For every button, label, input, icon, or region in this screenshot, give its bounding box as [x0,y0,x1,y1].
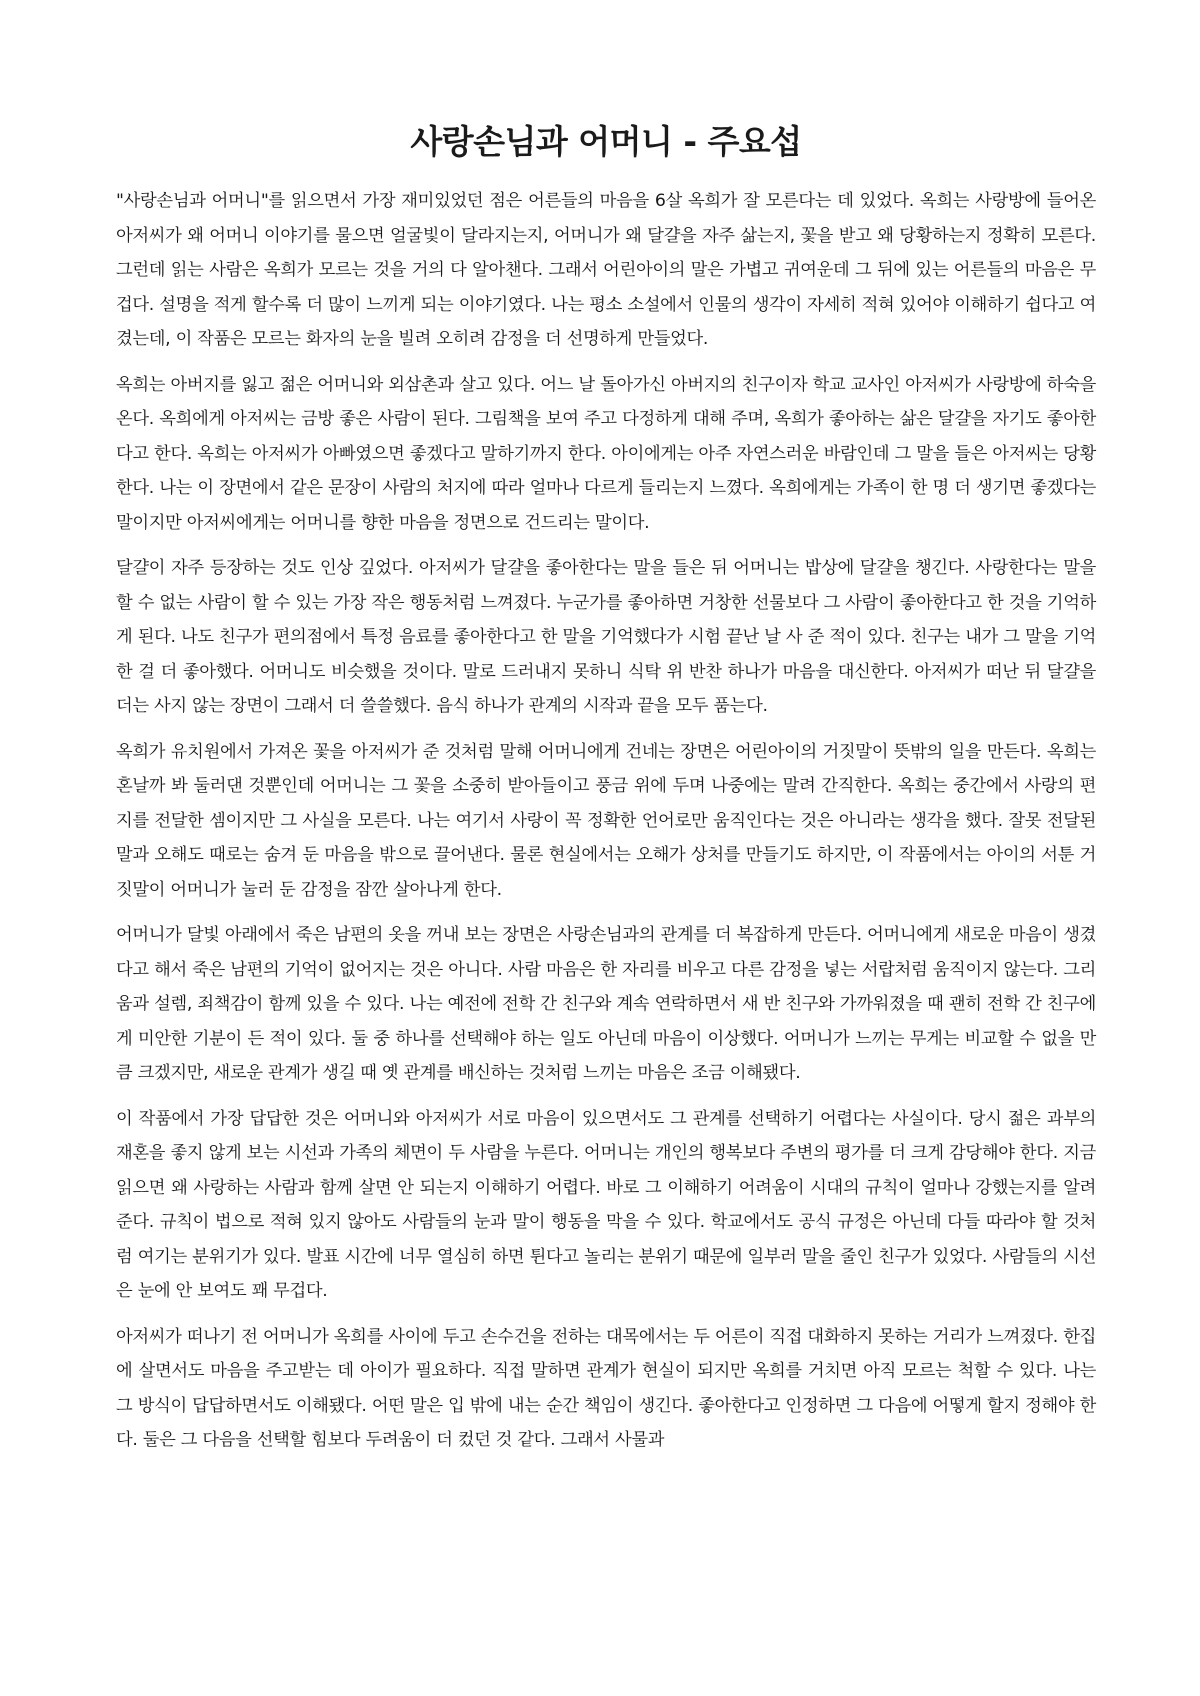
paragraph: 옥희는 아버지를 잃고 젊은 어머니와 외삼촌과 살고 있다. 어느 날 돌아가신 아버지의 친구이자 학교 교사인 아저씨가 사랑방에 하숙을 온다. 옥희에게 아저씨는 금방 좋은 사람이 된다. 그림책을 보여 주고 다정하게 대해 주며, 옥희가 좋아하는 삶은 달걀을 자기도 좋아한다고 한다. 옥희는 아저씨가 아빠였으면 좋겠다고 말하기까지 한다. 아이에게는 아주 자연스러운 바람인데 그 말을 들은 아저씨는 당황한다. 나는 이 장면에서 같은 문장이 사람의 처지에 따라 얼마나 다르게 들리는지 느꼈다. 옥희에게는 가족이 한 명 더 생기면 좋겠다는 말이지만 아저씨에게는 어머니를 향한 마음을 정면으로 건드리는 말이다. [116,374,1096,533]
paragraph: 어머니가 달빛 아래에서 죽은 남편의 옷을 꺼내 보는 장면은 사랑손님과의 관계를 더 복잡하게 만든다. 어머니에게 새로운 마음이 생겼다고 해서 죽은 남편의 기억이 없어지는 것은 아니다. 사람 마음은 한 자리를 비우고 다른 감정을 넣는 서랍처럼 움직이지 않는다. 그리움과 설렘, 죄책감이 함께 있을 수 있다. 나는 예전에 전학 간 친구와 계속 연락하면서 새 반 친구와 가까워졌을 때 괜히 전학 간 친구에게 미안한 기분이 든 적이 있다. 둘 중 하나를 선택해야 하는 일도 아닌데 마음이 이상했다. 어머니가 느끼는 무게는 비교할 수 없을 만큼 크겠지만, 새로운 관계가 생길 때 옛 관계를 배신하는 것처럼 느끼는 마음은 조금 이해됐다. [116,925,1096,1083]
paragraph: 달걀이 자주 등장하는 것도 인상 깊었다. 아저씨가 달걀을 좋아한다는 말을 들은 뒤 어머니는 밥상에 달걀을 챙긴다. 사랑한다는 말을 할 수 없는 사람이 할 수 있는 가장 작은 행동처럼 느껴졌다. 누군가를 좋아하면 거창한 선물보다 그 사람이 좋아한다고 한 것을 기억하게 된다. 나도 친구가 편의점에서 특정 음료를 좋아한다고 한 말을 기억했다가 시험 끝난 날 사 준 적이 있다. 친구는 내가 그 말을 기억한 걸 더 좋아했다. 어머니도 비슷했을 것이다. 말로 드러내지 못하니 식탁 위 반찬 하나가 마음을 대신한다. 아저씨가 떠난 뒤 달걀을 더는 사지 않는 장면이 그래서 더 쓸쓸했다. 음식 하나가 관계의 시작과 끝을 모두 품는다. [116,558,1096,716]
paragraph: 옥희가 유치원에서 가져온 꽃을 아저씨가 준 것처럼 말해 어머니에게 건네는 장면은 어린아이의 거짓말이 뜻밖의 일을 만든다. 옥희는 혼날까 봐 둘러댄 것뿐인데 어머니는 그 꽃을 소중히 받아들이고 풍금 위에 두며 나중에는 말려 간직한다. 옥희는 중간에서 사랑의 편지를 전달한 셈이지만 그 사실을 모른다. 나는 여기서 사랑이 꼭 정확한 언어로만 움직인다는 것은 아니라는 생각을 했다. 잘못 전달된 말과 오해도 때로는 숨겨 둔 마음을 밖으로 끌어낸다. 물론 현실에서는 오해가 상처를 만들기도 하지만, 이 작품에서는 아이의 서툰 거짓말이 어머니가 눌러 둔 감정을 잠깐 살아나게 한다. [116,741,1096,900]
paragraph: 이 작품에서 가장 답답한 것은 어머니와 아저씨가 서로 마음이 있으면서도 그 관계를 선택하기 어렵다는 사실이다. 당시 젊은 과부의 재혼을 좋지 않게 보는 시선과 가족의 체면이 두 사람을 누른다. 어머니는 개인의 행복보다 주변의 평가를 더 크게 감당해야 한다. 지금 읽으면 왜 사랑하는 사람과 함께 살면 안 되는지 이해하기 어렵다. 바로 그 이해하기 어려움이 시대의 규칙이 얼마나 강했는지를 알려 준다. 규칙이 법으로 적혀 있지 않아도 사람들의 눈과 말이 행동을 막을 수 있다. 학교에서도 공식 규정은 아닌데 다들 따라야 할 것처럼 여기는 분위기가 있다. 발표 시간에 너무 열심히 하면 튄다고 놀리는 분위기 때문에 일부러 말을 줄인 친구가 있었다. 사람들의 시선은 눈에 안 보여도 꽤 무겁다. [116,1108,1096,1301]
paragraph: "사랑손님과 어머니"를 읽으면서 가장 재미있었던 점은 어른들의 마음을 6살 옥희가 잘 모른다는 데 있었다. 옥희는 사랑방에 들어온 아저씨가 왜 어머니 이야기를 물으면 얼굴빛이 달라지는지, 어머니가 왜 달걀을 자주 삶는지, 꽃을 받고 왜 당황하는지 정확히 모른다. 그런데 읽는 사람은 옥희가 모르는 것을 거의 다 알아챈다. 그래서 어린아이의 말은 가볍고 귀여운데 그 뒤에 있는 어른들의 마음은 무겁다. 설명을 적게 할수록 더 많이 느끼게 되는 이야기였다. 나는 평소 소설에서 인물의 생각이 자세히 적혀 있어야 이해하기 쉽다고 여겼는데, 이 작품은 모르는 화자의 눈을 빌려 오히려 감정을 더 선명하게 만들었다. [116,191,1096,349]
paragraph: 아저씨가 떠나기 전 어머니가 옥희를 사이에 두고 손수건을 전하는 대목에서는 두 어른이 직접 대화하지 못하는 거리가 느껴졌다. 한집에 살면서도 마음을 주고받는 데 아이가 필요하다. 직접 말하면 관계가 현실이 되지만 옥희를 거치면 아직 모르는 척할 수 있다. 나는 그 방식이 답답하면서도 이해됐다. 어떤 말은 입 밖에 내는 순간 책임이 생긴다. 좋아한다고 인정하면 그 다음에 어떻게 할지 정해야 한다. 둘은 그 다음을 선택할 힘보다 두려움이 더 컸던 것 같다. 그래서 사물과 [116,1326,1096,1450]
document-title: 사랑손님과 어머니 - 주요섭 [410,122,802,161]
